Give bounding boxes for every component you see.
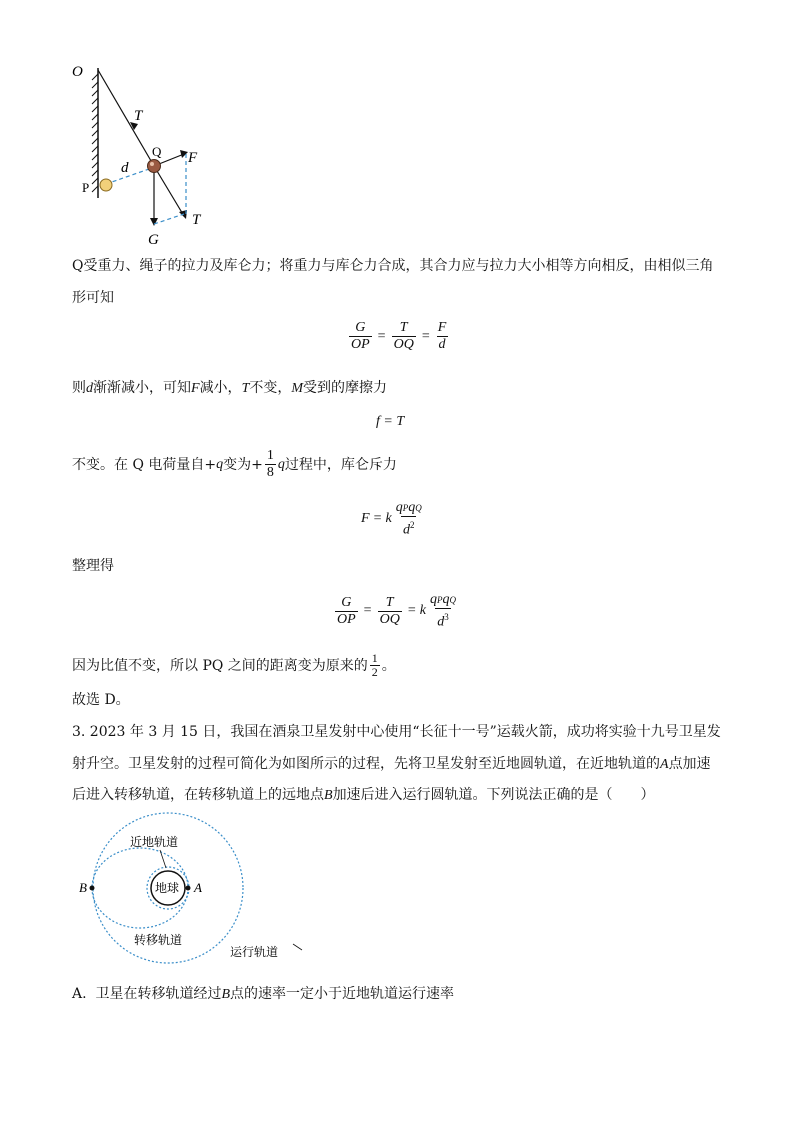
label-T-upper: T bbox=[134, 108, 143, 124]
formula-coulomb: F = k $\frac{\text{qPqQ}}{d^2}$ bbox=[361, 500, 422, 538]
para1-line2: 形可知 bbox=[72, 290, 114, 306]
label-earth: 地球 bbox=[155, 881, 180, 895]
label-near-orbit: 近地轨道 bbox=[130, 835, 179, 849]
label-G: G bbox=[148, 232, 159, 248]
q3-line2: 射升空。卫星发射的过程可简化为如图所示的过程，先将卫星发射至近地圆轨道，在近地轨道的A点加速 bbox=[72, 756, 711, 772]
label-B: B bbox=[79, 880, 87, 895]
orbit-diagram bbox=[70, 812, 320, 972]
para1-line1: Q受重力、绳子的拉力及库仑力；将重力与库仑力合成，其合力应与拉力大小相等方向相反，由相似三角 bbox=[72, 258, 714, 274]
label-O: O bbox=[72, 64, 83, 80]
option-a: A. 卫星在转移轨道经过B点的速率一定小于近地轨道运行速率 bbox=[72, 986, 455, 1002]
label-T-lower: T bbox=[192, 212, 201, 228]
label-run-orbit: 运行轨道 bbox=[230, 945, 279, 959]
q3-line1: 3. 2023 年 3 月 15 日，我国在酒泉卫星发射中心使用“长征十一号”运载火箭，成功将实验十九号卫星发 bbox=[72, 724, 721, 740]
q3-line3: 后进入转移轨道，在转移轨道上的远地点B加速后进入运行圆轨道。下列说法正确的是（ ） bbox=[72, 787, 655, 803]
label-F: F bbox=[188, 150, 198, 166]
label-d: d bbox=[121, 160, 129, 176]
formula-friction: f = T bbox=[376, 414, 405, 429]
para3: 不变。在 Q 电荷量自+ q 变为+ $\frac{1}{8}$ q 过程中，库仑斥力 bbox=[72, 448, 397, 480]
label-transfer-orbit: 转移轨道 bbox=[134, 933, 183, 947]
label-P: P bbox=[82, 180, 90, 195]
label-A: A bbox=[194, 880, 202, 895]
para5: 因为比值不变，所以 PQ 之间的距离变为原来的 $\frac{1}{2}$ 。 bbox=[72, 651, 396, 679]
label-Q: Q bbox=[152, 144, 162, 159]
force-diagram bbox=[60, 58, 220, 254]
formula-similar-triangles: $\frac{G}{OP}$ = $\frac{T}{OQ}$ = $\frac{F}{d}$ bbox=[351, 320, 447, 352]
formula-combined: $\frac{G}{OP}$ = $\frac{T}{OQ}$ = k $\frac{\text{qPqQ}}{d^3}$ bbox=[337, 592, 456, 630]
para4: 整理得 bbox=[72, 558, 114, 574]
para2: 则d渐渐减小，可知F减小，T不变，M受到的摩擦力 bbox=[72, 380, 388, 396]
para6: 故选 D。 bbox=[72, 692, 130, 708]
